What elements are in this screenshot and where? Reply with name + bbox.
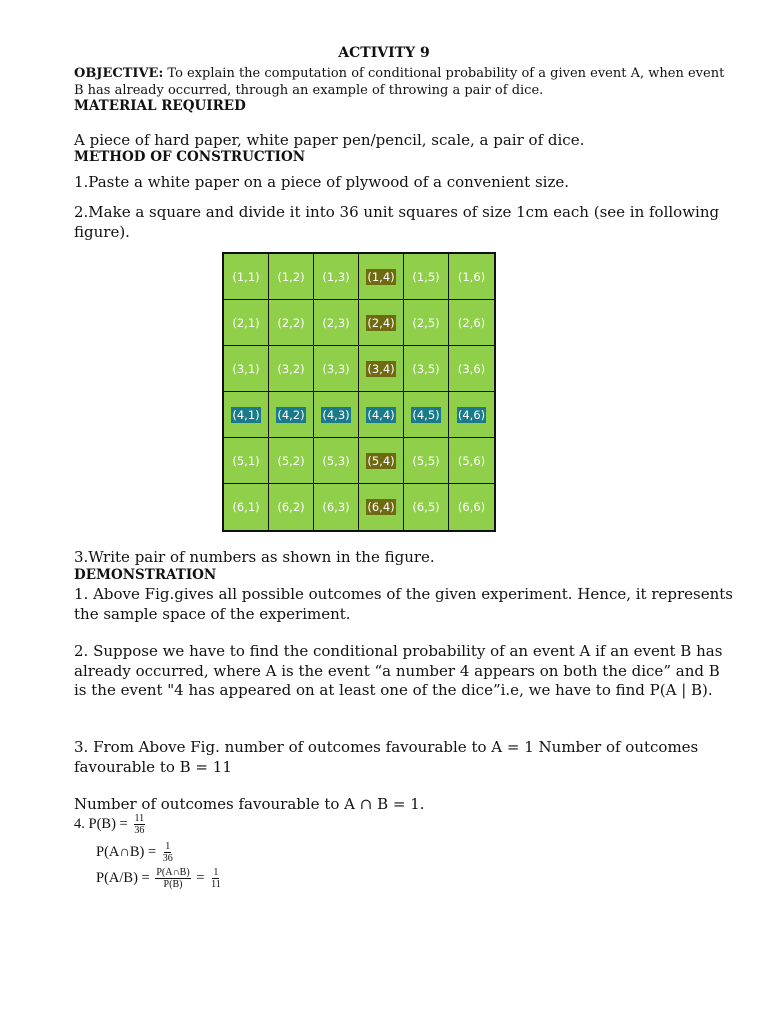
fraction-denominator: P(B): [163, 879, 183, 890]
grid-cell: [314, 484, 359, 530]
grid-cell: [269, 300, 314, 346]
grid-cell-label: (3,3): [322, 361, 350, 376]
grid-cell-label: (4,2): [277, 407, 305, 422]
grid-cell-label: (2,2): [277, 315, 305, 330]
grid-cell: [269, 484, 314, 530]
grid-cell-label: (5,4): [367, 453, 395, 468]
fraction-denominator: 11: [211, 879, 221, 890]
sample-space-grid: [222, 252, 496, 532]
grid-cell-label: (6,6): [457, 500, 486, 514]
grid-cell: [269, 346, 314, 392]
demonstration-point-3: 3. From Above Fig. number of outcomes favourable to A = 1 Number of outcomes favourable to B = 11: [74, 738, 699, 776]
grid-cell-label: (3,1): [232, 361, 260, 376]
fraction-1-11: [210, 867, 222, 890]
grid-cell: [449, 392, 494, 438]
grid-cell-label: (4,1): [232, 407, 260, 422]
grid-cell-label: (3,6): [457, 361, 486, 376]
grid-cell: [359, 438, 404, 484]
grid-cell: [224, 254, 269, 300]
grid-cell-label: (2,3): [322, 315, 350, 330]
fraction-numerator: 1: [165, 841, 171, 852]
grid-cell: [404, 438, 449, 484]
grid-cell: [359, 300, 404, 346]
grid-cell-label: (2,6): [457, 315, 486, 330]
equation-p-b-label: 4. P(B) =: [74, 815, 132, 832]
grid-cell: [449, 484, 494, 530]
grid-cell-label: (6,1): [232, 500, 260, 514]
fraction-11-36: [133, 813, 145, 836]
grid-cell: [449, 438, 494, 484]
grid-cell: [314, 300, 359, 346]
grid-cell: [224, 346, 269, 392]
grid-cell-label: (1,3): [322, 269, 350, 284]
grid-cell: [314, 438, 359, 484]
grid-cell: [404, 392, 449, 438]
grid-cell-label: (5,1): [232, 453, 260, 468]
demonstration-point-4: Number of outcomes favourable to A ∩ B = 1.: [74, 795, 425, 813]
grid-cell: [404, 346, 449, 392]
grid-cell: [359, 254, 404, 300]
grid-cell-label: (4,4): [367, 407, 395, 422]
grid-cell-label: (1,4): [367, 269, 395, 284]
fraction-pab-pb: [155, 867, 190, 890]
grid-cell: [404, 484, 449, 530]
demonstration-heading: DEMONSTRATION: [74, 567, 217, 583]
method-step-3: 3.Write pair of numbers as shown in the figure.: [74, 548, 435, 566]
grid-cell-label: (5,5): [412, 453, 440, 468]
demonstration-point-2: 2. Suppose we have to find the conditional probability of an event A if an event B has already occurred, where A is the event “a number 4 appears on both the dice” and B is the event "4 has appeared on at least one of the dice”i.e, we have to find P(A | B).: [74, 642, 723, 699]
grid-cell: [314, 254, 359, 300]
grid-cell: [359, 484, 404, 530]
equation-p-b: [74, 813, 147, 836]
objective-label: OBJECTIVE:: [74, 66, 164, 81]
grid-cell: [449, 254, 494, 300]
grid-cell-label: (5,6): [457, 453, 486, 468]
method-step-1: 1.Paste a white paper on a piece of plywood of a convenient size.: [74, 173, 570, 191]
fraction-1-36: [162, 841, 174, 864]
grid-cell-label: (1,5): [412, 269, 440, 284]
grid-cell-label: (3,2): [277, 361, 305, 376]
grid-cell: [224, 300, 269, 346]
grid-cell-label: (2,1): [232, 315, 260, 330]
equation-p-a-and-b-label: P(A∩B) =: [96, 843, 160, 860]
demonstration-point-1: 1. Above Fig.gives all possible outcomes of the given experiment. Hence, it represents the sample space of the experiment.: [74, 585, 734, 623]
grid-cell: [359, 346, 404, 392]
grid-cell: [269, 392, 314, 438]
material-heading: MATERIAL REQUIRED: [74, 98, 246, 114]
material-text: A piece of hard paper, white paper pen/pencil, scale, a pair of dice.: [74, 131, 585, 149]
grid-cell: [449, 300, 494, 346]
grid-cell-label: (2,5): [412, 315, 440, 330]
equation-p-a-and-b: [96, 841, 176, 864]
grid-cell: [449, 346, 494, 392]
grid-cell: [224, 438, 269, 484]
grid-cell-label: (6,3): [322, 500, 350, 514]
grid-cell-label: (5,3): [322, 453, 350, 468]
grid-cell-label: (3,4): [367, 361, 395, 376]
grid-cell-label: (4,3): [322, 407, 350, 422]
grid-cell-label: (6,5): [412, 500, 440, 514]
method-heading: METHOD OF CONSTRUCTION: [74, 149, 306, 165]
grid-cell-label: (1,6): [457, 269, 486, 284]
fraction-numerator: 11: [134, 813, 145, 824]
objective-paragraph: [74, 66, 734, 99]
fraction-denominator: 36: [134, 825, 145, 836]
grid-cell-label: (1,1): [232, 269, 260, 284]
grid-cell-label: (6,4): [367, 500, 395, 514]
equation-p-a-given-b-label: P(A/B) =: [96, 869, 154, 886]
grid-cell: [269, 254, 314, 300]
fraction-numerator: P(A∩B): [156, 867, 190, 878]
fraction-numerator: 1: [213, 867, 219, 878]
equals-sign: =: [192, 869, 209, 886]
grid-cell-label: (5,2): [277, 453, 305, 468]
grid-cell: [404, 300, 449, 346]
grid-cell: [224, 392, 269, 438]
grid-cell-label: (1,2): [277, 269, 305, 284]
grid-cell-label: (4,6): [457, 407, 486, 422]
activity-title: ACTIVITY 9: [338, 45, 430, 61]
grid-cell: [359, 392, 404, 438]
grid-cell: [404, 254, 449, 300]
grid-cell: [314, 346, 359, 392]
grid-cell: [269, 438, 314, 484]
grid-cell-label: (2,4): [367, 315, 395, 330]
objective-text: To explain the computation of conditional probability of a given event A, when event B has already occurred, through an example of throwing a pair of dice.: [74, 66, 725, 98]
grid-cell-label: (6,2): [277, 500, 305, 514]
fraction-denominator: 36: [162, 853, 173, 864]
method-step-2: 2.Make a square and divide it into 36 unit squares of size 1cm each (see in following figure).: [74, 203, 720, 241]
grid-cell-label: (4,5): [412, 407, 440, 422]
grid-cell: [224, 484, 269, 530]
equation-p-a-given-b: [96, 867, 224, 890]
grid-cell: [314, 392, 359, 438]
grid-cell-label: (3,5): [412, 361, 440, 376]
